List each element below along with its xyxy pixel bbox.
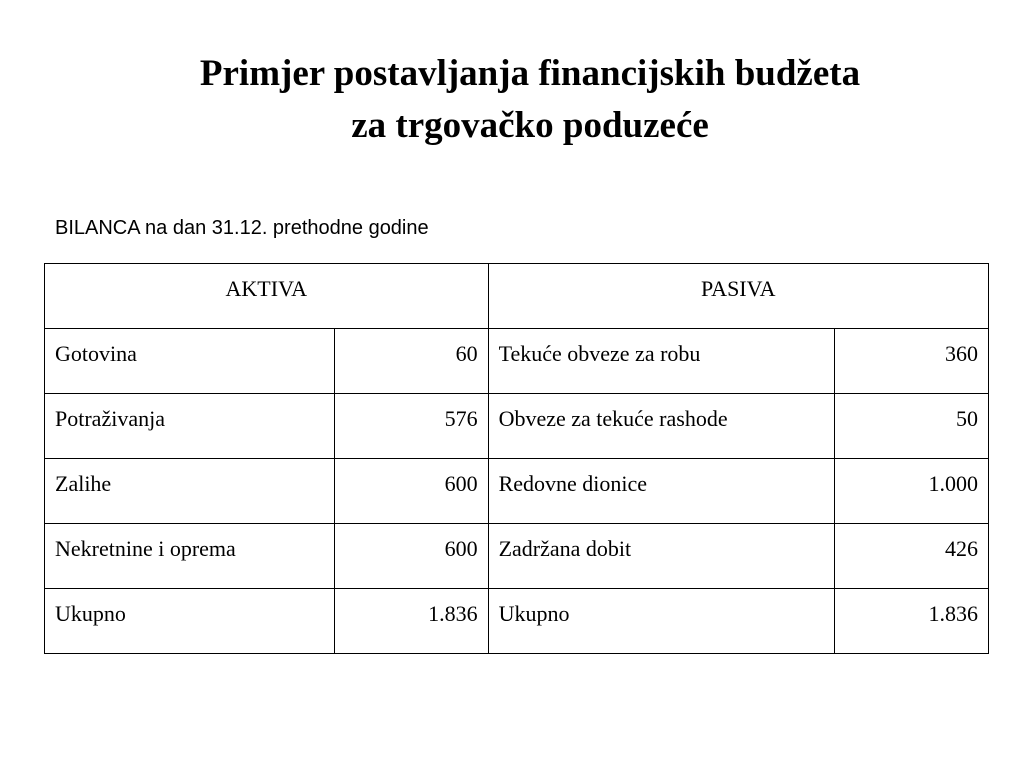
aktiva-label: Potraživanja (45, 394, 335, 459)
table-row-total (45, 589, 989, 654)
aktiva-total-value: 1.836 (334, 589, 488, 654)
table-header-row (45, 264, 989, 329)
header-pasiva: PASIVA (488, 264, 988, 329)
title-line-1: Primjer postavljanja financijskih budžeta (199, 53, 861, 94)
table-row (45, 459, 989, 524)
aktiva-total-label: Ukupno (45, 589, 335, 654)
pasiva-label: Tekuće obveze za robu (488, 329, 835, 394)
table-row (45, 329, 989, 394)
pasiva-value: 426 (835, 524, 989, 589)
pasiva-value: 360 (835, 329, 989, 394)
table-row (45, 394, 989, 459)
aktiva-value: 60 (334, 329, 488, 394)
aktiva-value: 576 (334, 394, 488, 459)
pasiva-value: 50 (835, 394, 989, 459)
pasiva-value: 1.000 (835, 459, 989, 524)
title-line-2: za trgovačko poduzeće (351, 105, 709, 146)
aktiva-label: Nekretnine i oprema (45, 524, 335, 589)
aktiva-value: 600 (334, 459, 488, 524)
pasiva-label: Redovne dionice (488, 459, 835, 524)
aktiva-label: Gotovina (45, 329, 335, 394)
balance-sheet-table (44, 263, 989, 654)
header-aktiva: AKTIVA (45, 264, 489, 329)
pasiva-total-label: Ukupno (488, 589, 835, 654)
page-title (0, 48, 1024, 152)
pasiva-label: Zadržana dobit (488, 524, 835, 589)
aktiva-label: Zalihe (45, 459, 335, 524)
table-row (45, 524, 989, 589)
pasiva-label: Obveze za tekuće rashode (488, 394, 835, 459)
pasiva-total-value: 1.836 (835, 589, 989, 654)
aktiva-value: 600 (334, 524, 488, 589)
balance-sheet-caption: BILANCA na dan 31.12. prethodne godine (55, 217, 429, 239)
